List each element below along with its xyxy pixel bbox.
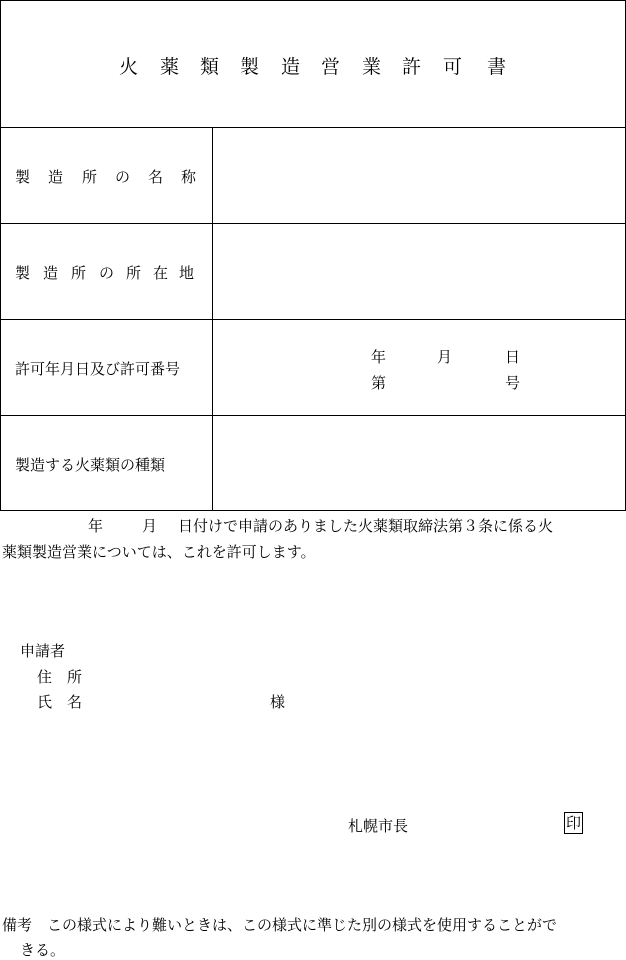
label-char: の [115,168,131,186]
permit-number-prefix: 第 [371,374,387,392]
issuer-title: 札幌市長 [348,817,409,835]
applicant-name-label: 氏 名 [37,693,83,711]
table-border-bottom [0,510,626,511]
label-char: 造 [48,168,64,186]
title-char: 営 [321,56,341,78]
body-line1-rest: 日付けで申請のありました火薬類取締法第３条に係る火 [178,517,554,535]
label-char: 名 [148,168,164,186]
title-char: 製 [240,56,260,78]
title-char: 造 [281,56,301,78]
title-char: 火 [119,56,139,78]
body-month: 月 [142,517,158,535]
permit-month-suffix: 月 [437,348,453,366]
permit-number-suffix: 号 [505,374,521,392]
title-divider [0,127,626,128]
label-char: の [99,264,115,282]
row-label-explosive-types: 製造する火薬類の種類 [15,456,166,474]
label-char: 地 [179,264,195,282]
official-seal: 印 [565,814,581,832]
label-char: 称 [181,168,197,186]
label-char: 製 [15,168,31,186]
note-line2: きる。 [20,941,66,959]
title-char: 類 [200,56,220,78]
row-divider-2 [0,319,626,320]
permit-day-suffix: 日 [505,348,521,366]
column-divider [212,127,213,511]
label-char: 在 [153,264,169,282]
permit-year-suffix: 年 [371,348,387,366]
label-char: 所 [82,168,98,186]
label-char: 製 [15,264,31,282]
note-line1: 備考 この様式により難いときは、この様式に準じた別の様式を使用することがで [2,916,558,934]
body-line2: 薬類製造営業については、これを許可します。 [2,543,316,561]
label-char: 造 [43,264,59,282]
row-divider-1 [0,223,626,224]
row-divider-3 [0,415,626,416]
table-border-left [0,0,1,511]
title-char: 業 [362,56,382,78]
body-year: 年 [88,517,104,535]
table-border-top [0,0,626,1]
label-char: 所 [126,264,142,282]
title-char: 書 [487,56,507,78]
applicant-heading: 申請者 [20,642,66,660]
title-char: 許 [402,56,422,78]
applicant-address-label: 住 所 [37,668,83,686]
label-char: 所 [71,264,87,282]
title-char: 薬 [160,56,180,78]
title-char: 可 [443,56,463,78]
applicant-honorific: 様 [270,693,286,711]
row-label-permit-date-number: 許可年月日及び許可番号 [15,360,181,378]
